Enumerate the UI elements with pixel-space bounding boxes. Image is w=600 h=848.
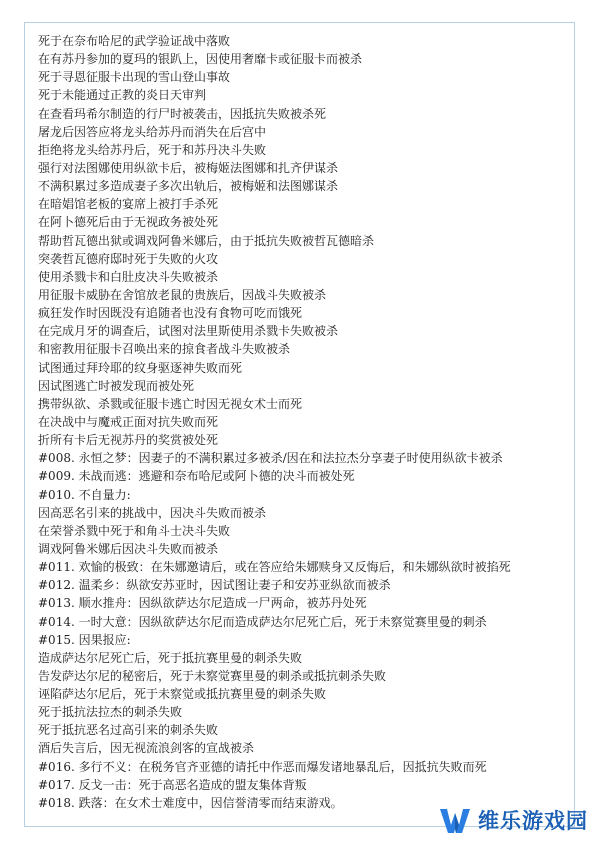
ending-line: #014. 一时大意：因纵欲萨达尔尼而造成萨达尔尼死亡后，死于未察觉赛里曼的刺杀 [38,614,487,629]
watermark-text: 维乐游戏园 [478,809,588,833]
ending-line: 在暗娼馆老板的宴席上被打手杀死 [38,197,219,212]
ending-line: 拒绝将龙头给苏丹后，死于和苏丹决斗失败 [38,142,267,157]
ending-line: 死于未能通过正教的炎日天审判 [38,88,207,103]
ending-line: 携带纵欲、杀戮或征服卡逃亡时因无视女术士而死 [38,396,303,411]
ending-line: #015. 因果报应: [38,632,131,647]
w-logo-icon [438,803,472,837]
ending-line: #018. 跌落：在女术士难度中，因信誉清零而结束游戏。 [38,795,343,810]
ending-line: 试图通过拜玲耶的纹身驱逐神失败而死 [38,360,243,375]
ending-list [38,32,566,812]
ending-line: 疯狂发作时因既没有追随者也没有食物可吃而饿死 [38,306,303,321]
ending-line: 屠龙后因答应将龙头给苏丹而消失在后宫中 [38,124,267,139]
ending-line: 在完成月牙的调查后，试图对法里斯使用杀戮卡失败被杀 [38,324,339,339]
ending-line: 强行对法图娜使用纵欲卡后，被梅姬法图娜和扎齐伊谋杀 [38,160,339,175]
ending-line: #008. 永恒之梦：因妻子的不满积累过多被杀/因在和法拉杰分享妻子时使用纵欲卡被杀 [38,451,503,466]
ending-line: 用征服卡威胁在舍馆放老鼠的贵族后，因战斗失败被杀 [38,287,327,302]
ending-line: 死于抵抗恶名过高引来的刺杀失败 [38,723,219,738]
ending-line: 告发萨达尔尼的秘密后，死于未察觉赛里曼的刺杀或抵抗刺杀失败 [38,668,387,683]
ending-line: 使用杀戮卡和白肚皮决斗失败被杀 [38,269,219,284]
ending-line: 死于在奈布哈尼的武学验证战中落败 [38,34,231,48]
ending-line: 在查看玛希尔制造的行尸时被袭击，因抵抗失败被杀死 [38,106,327,121]
ending-line: 死于抵抗法拉杰的刺杀失败 [38,705,183,720]
ending-line: #009. 未战而逃：逃避和奈布哈尼或阿卜德的决斗而被处死 [38,469,355,484]
ending-line: 帮助哲瓦德出狱或调戏阿鲁米娜后，由于抵抗失败被哲瓦德暗杀 [38,233,375,248]
ending-line: #017. 反戈一击：死于高恶名造成的盟友集体背叛 [38,777,307,792]
ending-line: 酒后失言后，因无视流浪剑客的宣战被杀 [38,741,255,756]
site-watermark [438,800,588,840]
ending-line: #012. 温柔乡：纵欲安苏亚时，因试图让妻子和安苏亚纵欲而被杀 [38,578,391,593]
ending-line: 因高恶名引来的挑战中，因决斗失败而被杀 [38,505,267,520]
ending-line: 在有苏丹参加的夏玛的银趴上，因使用奢靡卡或征服卡而被杀 [38,52,363,67]
ending-line: 在荣誉杀戮中死于和角斗士决斗失败 [38,523,231,538]
ending-line: 因试图逃亡时被发现而被处死 [38,378,195,393]
ending-line: 不满积累过多造成妻子多次出轨后，被梅姬和法图娜谋杀 [38,179,339,194]
ending-line: 折所有卡后无视苏丹的奖赏被处死 [38,433,219,448]
ending-line: 调戏阿鲁米娜后因决斗失败而被杀 [38,541,219,556]
ending-line: 突袭哲瓦德府邸时死于失败的火攻 [38,251,219,266]
ending-line: 在阿卜德死后由于无视政务被处死 [38,215,219,230]
ending-line: #013. 顺水推舟：因纵欲萨达尔尼造成一尸两命，被苏丹处死 [38,596,367,611]
ending-line: #016. 多行不义：在税务官齐亚德的请托中作恶而爆发诸地暴乱后，因抵抗失败而死 [38,759,487,774]
ending-line: 死于寻恩征服卡出现的雪山登山事故 [38,70,231,85]
ending-line: 诬陷萨达尔尼后，死于未察觉或抵抗赛里曼的刺杀失败 [38,687,327,702]
ending-line: 造成萨达尔尼死亡后，死于抵抗赛里曼的刺杀失败 [38,650,303,665]
ending-line: 和密教用征服卡召唤出来的掠食者战斗失败被杀 [38,342,291,357]
ending-line: 在决战中与魔戒正面对抗失败而死 [38,414,219,429]
ending-line: #011. 欢愉的极致：在朱娜邀请后，或在答应给朱娜赎身又反悔后，和朱娜纵欲时被掐死 [38,560,511,575]
ending-line: #010. 不自量力: [38,487,131,502]
